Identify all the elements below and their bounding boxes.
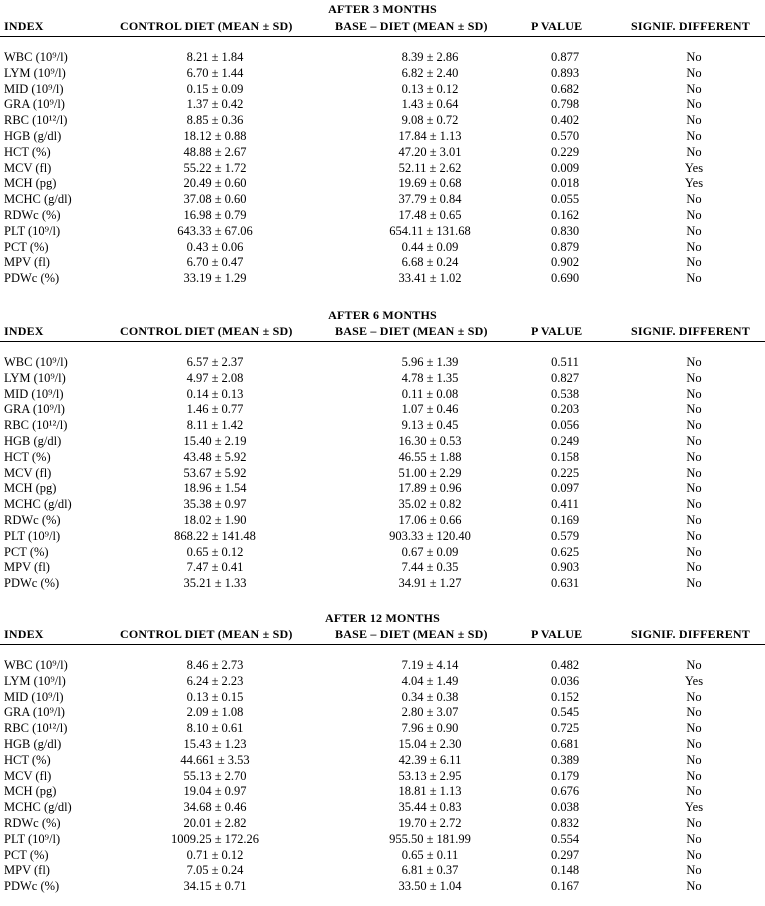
table-row (0, 769, 765, 785)
table-row (0, 529, 765, 545)
cell-significance: No (686, 271, 702, 286)
cell-control-diet: 8.46 ± 2.73 (186, 658, 244, 672)
cell-base-diet: 4.04 ± 1.49 (401, 673, 459, 688)
cell-p-value: 0.203 (550, 402, 580, 417)
cell-control-diet: 15.40 ± 2.19 (183, 434, 247, 448)
cell-p-value: 0.570 (550, 129, 580, 143)
cell-p-value: 0.169 (550, 513, 580, 527)
header-control-diet: CONTROL DIET (MEAN ± SD) (120, 324, 293, 338)
cell-significance: No (686, 192, 702, 207)
cell-p-value: 0.579 (550, 528, 580, 543)
cell-base-diet: 33.41 ± 1.02 (398, 271, 462, 286)
cell-significance: No (686, 208, 702, 222)
cell-significance: No (686, 386, 702, 401)
cell-index: MPV (fl) (4, 863, 50, 878)
header-p-value: P VALUE (531, 627, 583, 641)
cell-significance: Yes (684, 673, 704, 688)
cell-p-value: 0.097 (550, 481, 580, 496)
cell-base-diet: 46.55 ± 1.88 (398, 449, 462, 464)
cell-index: WBC (10⁹/l) (4, 658, 68, 672)
table-row (0, 690, 765, 706)
cell-significance: No (686, 528, 702, 543)
cell-base-diet: 17.89 ± 0.96 (398, 481, 462, 496)
cell-index: MCHC (g/dl) (4, 192, 72, 207)
cell-p-value: 0.036 (550, 673, 580, 688)
cell-base-diet: 6.68 ± 0.24 (401, 255, 459, 270)
cell-control-diet: 0.43 ± 0.06 (186, 239, 244, 254)
cell-p-value: 0.411 (551, 497, 579, 512)
cell-control-diet: 643.33 ± 67.06 (177, 223, 253, 238)
cell-p-value: 0.631 (550, 576, 580, 591)
cell-index: PCT (%) (4, 239, 49, 254)
cell-index: MCV (fl) (4, 160, 52, 175)
table-section (0, 0, 765, 300)
cell-index: RBC (10¹²/l) (4, 721, 68, 736)
cell-p-value: 0.538 (550, 386, 580, 401)
table-row (0, 192, 765, 208)
cell-index: MCHC (g/dl) (4, 800, 72, 815)
cell-control-diet: 0.15 ± 0.09 (186, 81, 244, 96)
table-row (0, 784, 765, 800)
cell-control-diet: 16.98 ± 0.79 (183, 208, 247, 222)
cell-significance: No (686, 97, 702, 112)
header-control-diet: CONTROL DIET (MEAN ± SD) (120, 19, 293, 33)
cell-control-diet: 19.04 ± 0.97 (183, 784, 247, 799)
header-significance: SIGNIF. DIFFERENT (631, 324, 750, 338)
cell-index: RDWc (%) (4, 513, 61, 527)
cell-significance: Yes (684, 160, 704, 175)
table-row (0, 145, 765, 161)
table-row (0, 832, 765, 848)
table-row (0, 800, 765, 816)
cell-base-diet: 35.02 ± 0.82 (398, 497, 462, 512)
cell-index: HCT (%) (4, 144, 51, 159)
cell-significance: No (686, 113, 702, 128)
cell-control-diet: 7.47 ± 0.41 (186, 560, 244, 575)
cell-p-value: 0.162 (550, 208, 580, 222)
cell-base-diet: 955.50 ± 181.99 (389, 831, 471, 846)
cell-control-diet: 8.85 ± 0.36 (186, 113, 244, 128)
cell-base-diet: 17.84 ± 1.13 (398, 129, 462, 143)
cell-significance: No (686, 223, 702, 238)
table-row (0, 450, 765, 466)
cell-base-diet: 51.00 ± 2.29 (398, 465, 462, 480)
table-row (0, 50, 765, 66)
table-row (0, 658, 765, 674)
table-row (0, 879, 765, 895)
cell-control-diet: 44.661 ± 3.53 (180, 752, 250, 767)
cell-control-diet: 37.08 ± 0.60 (183, 192, 247, 207)
table-row (0, 848, 765, 864)
cell-index: HGB (g/dl) (4, 434, 62, 448)
header-p-value: P VALUE (531, 324, 583, 338)
table-section (0, 303, 765, 603)
cell-p-value: 0.297 (550, 847, 580, 862)
cell-index: MPV (fl) (4, 255, 50, 270)
cell-index: PDWc (%) (4, 271, 60, 286)
cell-p-value: 0.249 (550, 434, 580, 448)
cell-base-diet: 34.91 ± 1.27 (398, 576, 462, 591)
cell-base-diet: 33.50 ± 1.04 (398, 879, 462, 894)
table-row (0, 863, 765, 879)
cell-base-diet: 0.67 ± 0.09 (401, 544, 459, 559)
cell-base-diet: 0.13 ± 0.12 (401, 81, 459, 96)
cell-control-diet: 868.22 ± 141.48 (174, 528, 256, 543)
cell-index: MCV (fl) (4, 768, 52, 783)
section-title: AFTER 6 MONTHS (328, 308, 437, 322)
cell-p-value: 0.830 (550, 223, 580, 238)
cell-significance: No (686, 497, 702, 512)
cell-significance: No (686, 255, 702, 270)
cell-significance: No (686, 560, 702, 575)
cell-base-diet: 654.11 ± 131.68 (389, 223, 471, 238)
cell-control-diet: 53.67 ± 5.92 (183, 465, 247, 480)
cell-index: PDWc (%) (4, 879, 60, 894)
table-row (0, 402, 765, 418)
cell-base-diet: 15.04 ± 2.30 (398, 737, 462, 751)
cell-p-value: 0.389 (550, 752, 580, 767)
cell-base-diet: 17.06 ± 0.66 (398, 513, 462, 527)
table-row (0, 255, 765, 271)
table-row (0, 129, 765, 145)
cell-p-value: 0.798 (550, 97, 580, 112)
cell-p-value: 0.879 (550, 239, 580, 254)
cell-index: GRA (10⁹/l) (4, 705, 65, 720)
cell-index: HGB (g/dl) (4, 737, 62, 751)
table-row (0, 705, 765, 721)
cell-control-diet: 6.24 ± 2.23 (186, 673, 244, 688)
table-row (0, 737, 765, 753)
cell-base-diet: 2.80 ± 3.07 (401, 705, 459, 720)
cell-index: WBC (10⁹/l) (4, 50, 68, 64)
header-base-diet: BASE – DIET (MEAN ± SD) (335, 19, 488, 33)
table-row (0, 82, 765, 98)
cell-base-diet: 16.30 ± 0.53 (398, 434, 462, 448)
cell-control-diet: 55.13 ± 2.70 (183, 768, 247, 783)
table-row (0, 387, 765, 403)
table-row (0, 481, 765, 497)
cell-base-diet: 9.08 ± 0.72 (401, 113, 459, 128)
cell-index: LYM (10⁹/l) (4, 673, 66, 688)
cell-control-diet: 34.15 ± 0.71 (183, 879, 247, 894)
table-row (0, 434, 765, 450)
cell-index: MCH (pg) (4, 481, 57, 496)
cell-control-diet: 0.13 ± 0.15 (186, 689, 244, 704)
cell-significance: No (686, 434, 702, 448)
header-base-diet: BASE – DIET (MEAN ± SD) (335, 627, 488, 641)
table-section (0, 606, 765, 906)
cell-p-value: 0.038 (550, 800, 580, 815)
header-rule (0, 36, 765, 37)
cell-base-diet: 6.82 ± 2.40 (401, 65, 459, 80)
cell-index: MPV (fl) (4, 560, 50, 575)
table-row (0, 176, 765, 192)
cell-base-diet: 19.70 ± 2.72 (398, 816, 462, 830)
cell-significance: No (686, 239, 702, 254)
table-row (0, 497, 765, 513)
cell-index: MID (10⁹/l) (4, 689, 64, 704)
cell-base-diet: 6.81 ± 0.37 (401, 863, 459, 878)
cell-significance: No (686, 402, 702, 417)
cell-control-diet: 33.19 ± 1.29 (183, 271, 247, 286)
cell-p-value: 0.009 (550, 160, 580, 175)
cell-p-value: 0.902 (550, 255, 580, 270)
cell-index: MID (10⁹/l) (4, 81, 64, 96)
header-index: INDEX (4, 324, 44, 338)
header-control-diet: CONTROL DIET (MEAN ± SD) (120, 627, 293, 641)
cell-significance: Yes (684, 800, 704, 815)
table-row (0, 240, 765, 256)
cell-index: LYM (10⁹/l) (4, 65, 66, 80)
cell-index: HCT (%) (4, 752, 51, 767)
table-row (0, 113, 765, 129)
cell-significance: No (686, 658, 702, 672)
cell-base-diet: 35.44 ± 0.83 (398, 800, 462, 815)
cell-control-diet: 34.68 ± 0.46 (183, 800, 247, 815)
cell-base-diet: 8.39 ± 2.86 (401, 50, 459, 64)
cell-p-value: 0.225 (550, 465, 580, 480)
cell-p-value: 0.893 (550, 65, 580, 80)
cell-control-diet: 18.96 ± 1.54 (183, 481, 247, 496)
cell-significance: No (686, 847, 702, 862)
cell-p-value: 0.018 (550, 176, 580, 191)
cell-base-diet: 7.19 ± 4.14 (401, 658, 459, 672)
cell-base-diet: 19.69 ± 0.68 (398, 176, 462, 191)
table-row (0, 271, 765, 287)
cell-index: RBC (10¹²/l) (4, 418, 68, 433)
cell-p-value: 0.676 (550, 784, 580, 799)
cell-base-diet: 18.81 ± 1.13 (398, 784, 462, 799)
cell-significance: No (686, 129, 702, 143)
cell-control-diet: 8.21 ± 1.84 (186, 50, 244, 64)
cell-significance: No (686, 544, 702, 559)
cell-p-value: 0.056 (550, 418, 580, 433)
cell-control-diet: 2.09 ± 1.08 (186, 705, 244, 720)
cell-p-value: 0.055 (550, 192, 580, 207)
cell-significance: No (686, 513, 702, 527)
cell-significance: No (686, 449, 702, 464)
cell-index: LYM (10⁹/l) (4, 370, 66, 385)
cell-base-diet: 7.96 ± 0.90 (401, 721, 459, 736)
cell-index: PLT (10⁹/l) (4, 223, 61, 238)
cell-p-value: 0.511 (551, 355, 579, 369)
cell-control-diet: 18.12 ± 0.88 (183, 129, 247, 143)
table-row (0, 560, 765, 576)
section-title: AFTER 3 MONTHS (328, 2, 437, 16)
cell-index: WBC (10⁹/l) (4, 355, 68, 369)
table-row (0, 224, 765, 240)
cell-index: RDWc (%) (4, 816, 61, 830)
cell-significance: No (686, 863, 702, 878)
cell-base-diet: 0.44 ± 0.09 (401, 239, 459, 254)
cell-base-diet: 0.34 ± 0.38 (401, 689, 459, 704)
table-row (0, 576, 765, 592)
header-index: INDEX (4, 627, 44, 641)
cell-significance: No (686, 737, 702, 751)
table-row (0, 545, 765, 561)
header-significance: SIGNIF. DIFFERENT (631, 627, 750, 641)
cell-index: PDWc (%) (4, 576, 60, 591)
cell-significance: No (686, 816, 702, 830)
cell-control-diet: 1009.25 ± 172.26 (170, 831, 260, 846)
header-significance: SIGNIF. DIFFERENT (631, 19, 750, 33)
cell-control-diet: 0.71 ± 0.12 (186, 847, 244, 862)
cell-control-diet: 18.02 ± 1.90 (183, 513, 247, 527)
cell-significance: No (686, 752, 702, 767)
cell-p-value: 0.179 (550, 768, 580, 783)
section-title: AFTER 12 MONTHS (324, 611, 440, 625)
cell-control-diet: 1.37 ± 0.42 (186, 97, 244, 112)
cell-significance: No (686, 418, 702, 433)
cell-control-diet: 55.22 ± 1.72 (183, 160, 247, 175)
cell-significance: No (686, 721, 702, 736)
cell-control-diet: 0.65 ± 0.12 (186, 544, 244, 559)
cell-base-diet: 37.79 ± 0.84 (398, 192, 462, 207)
cell-p-value: 0.229 (550, 144, 580, 159)
cell-control-diet: 4.97 ± 2.08 (186, 370, 244, 385)
cell-control-diet: 48.88 ± 2.67 (183, 144, 247, 159)
cell-base-diet: 4.78 ± 1.35 (401, 370, 459, 385)
cell-significance: No (686, 831, 702, 846)
cell-significance: Yes (684, 176, 704, 191)
cell-significance: No (686, 355, 702, 369)
cell-control-diet: 15.43 ± 1.23 (183, 737, 247, 751)
table-row (0, 208, 765, 224)
cell-significance: No (686, 50, 702, 64)
table-row (0, 816, 765, 832)
cell-p-value: 0.482 (550, 658, 580, 672)
table-row (0, 355, 765, 371)
header-base-diet: BASE – DIET (MEAN ± SD) (335, 324, 488, 338)
table-row (0, 721, 765, 737)
cell-p-value: 0.725 (550, 721, 580, 736)
cell-p-value: 0.152 (550, 689, 580, 704)
cell-p-value: 0.827 (550, 370, 580, 385)
cell-control-diet: 35.38 ± 0.97 (183, 497, 247, 512)
cell-control-diet: 8.10 ± 0.61 (186, 721, 244, 736)
cell-significance: No (686, 81, 702, 96)
cell-significance: No (686, 465, 702, 480)
cell-control-diet: 43.48 ± 5.92 (183, 449, 247, 464)
cell-control-diet: 0.14 ± 0.13 (186, 386, 244, 401)
cell-p-value: 0.402 (550, 113, 580, 128)
cell-significance: No (686, 705, 702, 720)
cell-index: PLT (10⁹/l) (4, 831, 61, 846)
cell-p-value: 0.877 (550, 50, 580, 64)
cell-base-diet: 0.65 ± 0.11 (401, 847, 459, 862)
cell-p-value: 0.903 (550, 560, 580, 575)
header-index: INDEX (4, 19, 44, 33)
cell-base-diet: 5.96 ± 1.39 (401, 355, 459, 369)
table-row (0, 371, 765, 387)
cell-significance: No (686, 784, 702, 799)
cell-significance: No (686, 879, 702, 894)
cell-control-diet: 8.11 ± 1.42 (186, 418, 244, 433)
cell-p-value: 0.545 (550, 705, 580, 720)
cell-p-value: 0.148 (550, 863, 580, 878)
cell-control-diet: 20.49 ± 0.60 (183, 176, 247, 191)
cell-p-value: 0.158 (550, 449, 580, 464)
cell-significance: No (686, 370, 702, 385)
cell-index: GRA (10⁹/l) (4, 97, 65, 112)
table-row (0, 753, 765, 769)
cell-significance: No (686, 768, 702, 783)
header-p-value: P VALUE (531, 19, 583, 33)
cell-control-diet: 35.21 ± 1.33 (183, 576, 247, 591)
cell-base-diet: 17.48 ± 0.65 (398, 208, 462, 222)
cell-p-value: 0.167 (550, 879, 580, 894)
header-rule (0, 644, 765, 645)
cell-p-value: 0.625 (550, 544, 580, 559)
cell-base-diet: 0.11 ± 0.08 (401, 386, 459, 401)
table-row (0, 97, 765, 113)
cell-control-diet: 6.70 ± 1.44 (186, 65, 244, 80)
cell-significance: No (686, 576, 702, 591)
cell-index: HCT (%) (4, 449, 51, 464)
cell-base-diet: 9.13 ± 0.45 (401, 418, 459, 433)
table-row (0, 674, 765, 690)
cell-base-diet: 7.44 ± 0.35 (401, 560, 459, 575)
cell-base-diet: 1.43 ± 0.64 (401, 97, 459, 112)
cell-control-diet: 1.46 ± 0.77 (186, 402, 244, 417)
cell-base-diet: 1.07 ± 0.46 (401, 402, 459, 417)
cell-p-value: 0.832 (550, 816, 580, 830)
cell-control-diet: 6.57 ± 2.37 (186, 355, 244, 369)
cell-base-diet: 903.33 ± 120.40 (389, 528, 471, 543)
cell-index: RDWc (%) (4, 208, 61, 222)
cell-control-diet: 7.05 ± 0.24 (186, 863, 244, 878)
table-row (0, 161, 765, 177)
table-row (0, 513, 765, 529)
cell-index: GRA (10⁹/l) (4, 402, 65, 417)
cell-p-value: 0.554 (550, 831, 580, 846)
cell-significance: No (686, 65, 702, 80)
cell-index: RBC (10¹²/l) (4, 113, 68, 128)
cell-index: MCH (pg) (4, 176, 57, 191)
cell-p-value: 0.682 (550, 81, 580, 96)
cell-index: MCV (fl) (4, 465, 52, 480)
cell-base-diet: 52.11 ± 2.62 (398, 160, 462, 175)
cell-significance: No (686, 144, 702, 159)
cell-index: MCH (pg) (4, 784, 57, 799)
table-row (0, 418, 765, 434)
header-rule (0, 341, 765, 342)
table-row (0, 66, 765, 82)
cell-base-diet: 47.20 ± 3.01 (398, 144, 462, 159)
cell-base-diet: 53.13 ± 2.95 (398, 768, 462, 783)
cell-index: MID (10⁹/l) (4, 386, 64, 401)
table-row (0, 466, 765, 482)
cell-control-diet: 6.70 ± 0.47 (186, 255, 244, 270)
cell-control-diet: 20.01 ± 2.82 (183, 816, 247, 830)
cell-base-diet: 42.39 ± 6.11 (398, 752, 462, 767)
cell-index: PCT (%) (4, 847, 49, 862)
cell-significance: No (686, 689, 702, 704)
cell-p-value: 0.681 (550, 737, 580, 751)
cell-index: PCT (%) (4, 544, 49, 559)
cell-index: HGB (g/dl) (4, 129, 62, 143)
cell-p-value: 0.690 (550, 271, 580, 286)
cell-index: PLT (10⁹/l) (4, 528, 61, 543)
cell-index: MCHC (g/dl) (4, 497, 72, 512)
cell-significance: No (686, 481, 702, 496)
